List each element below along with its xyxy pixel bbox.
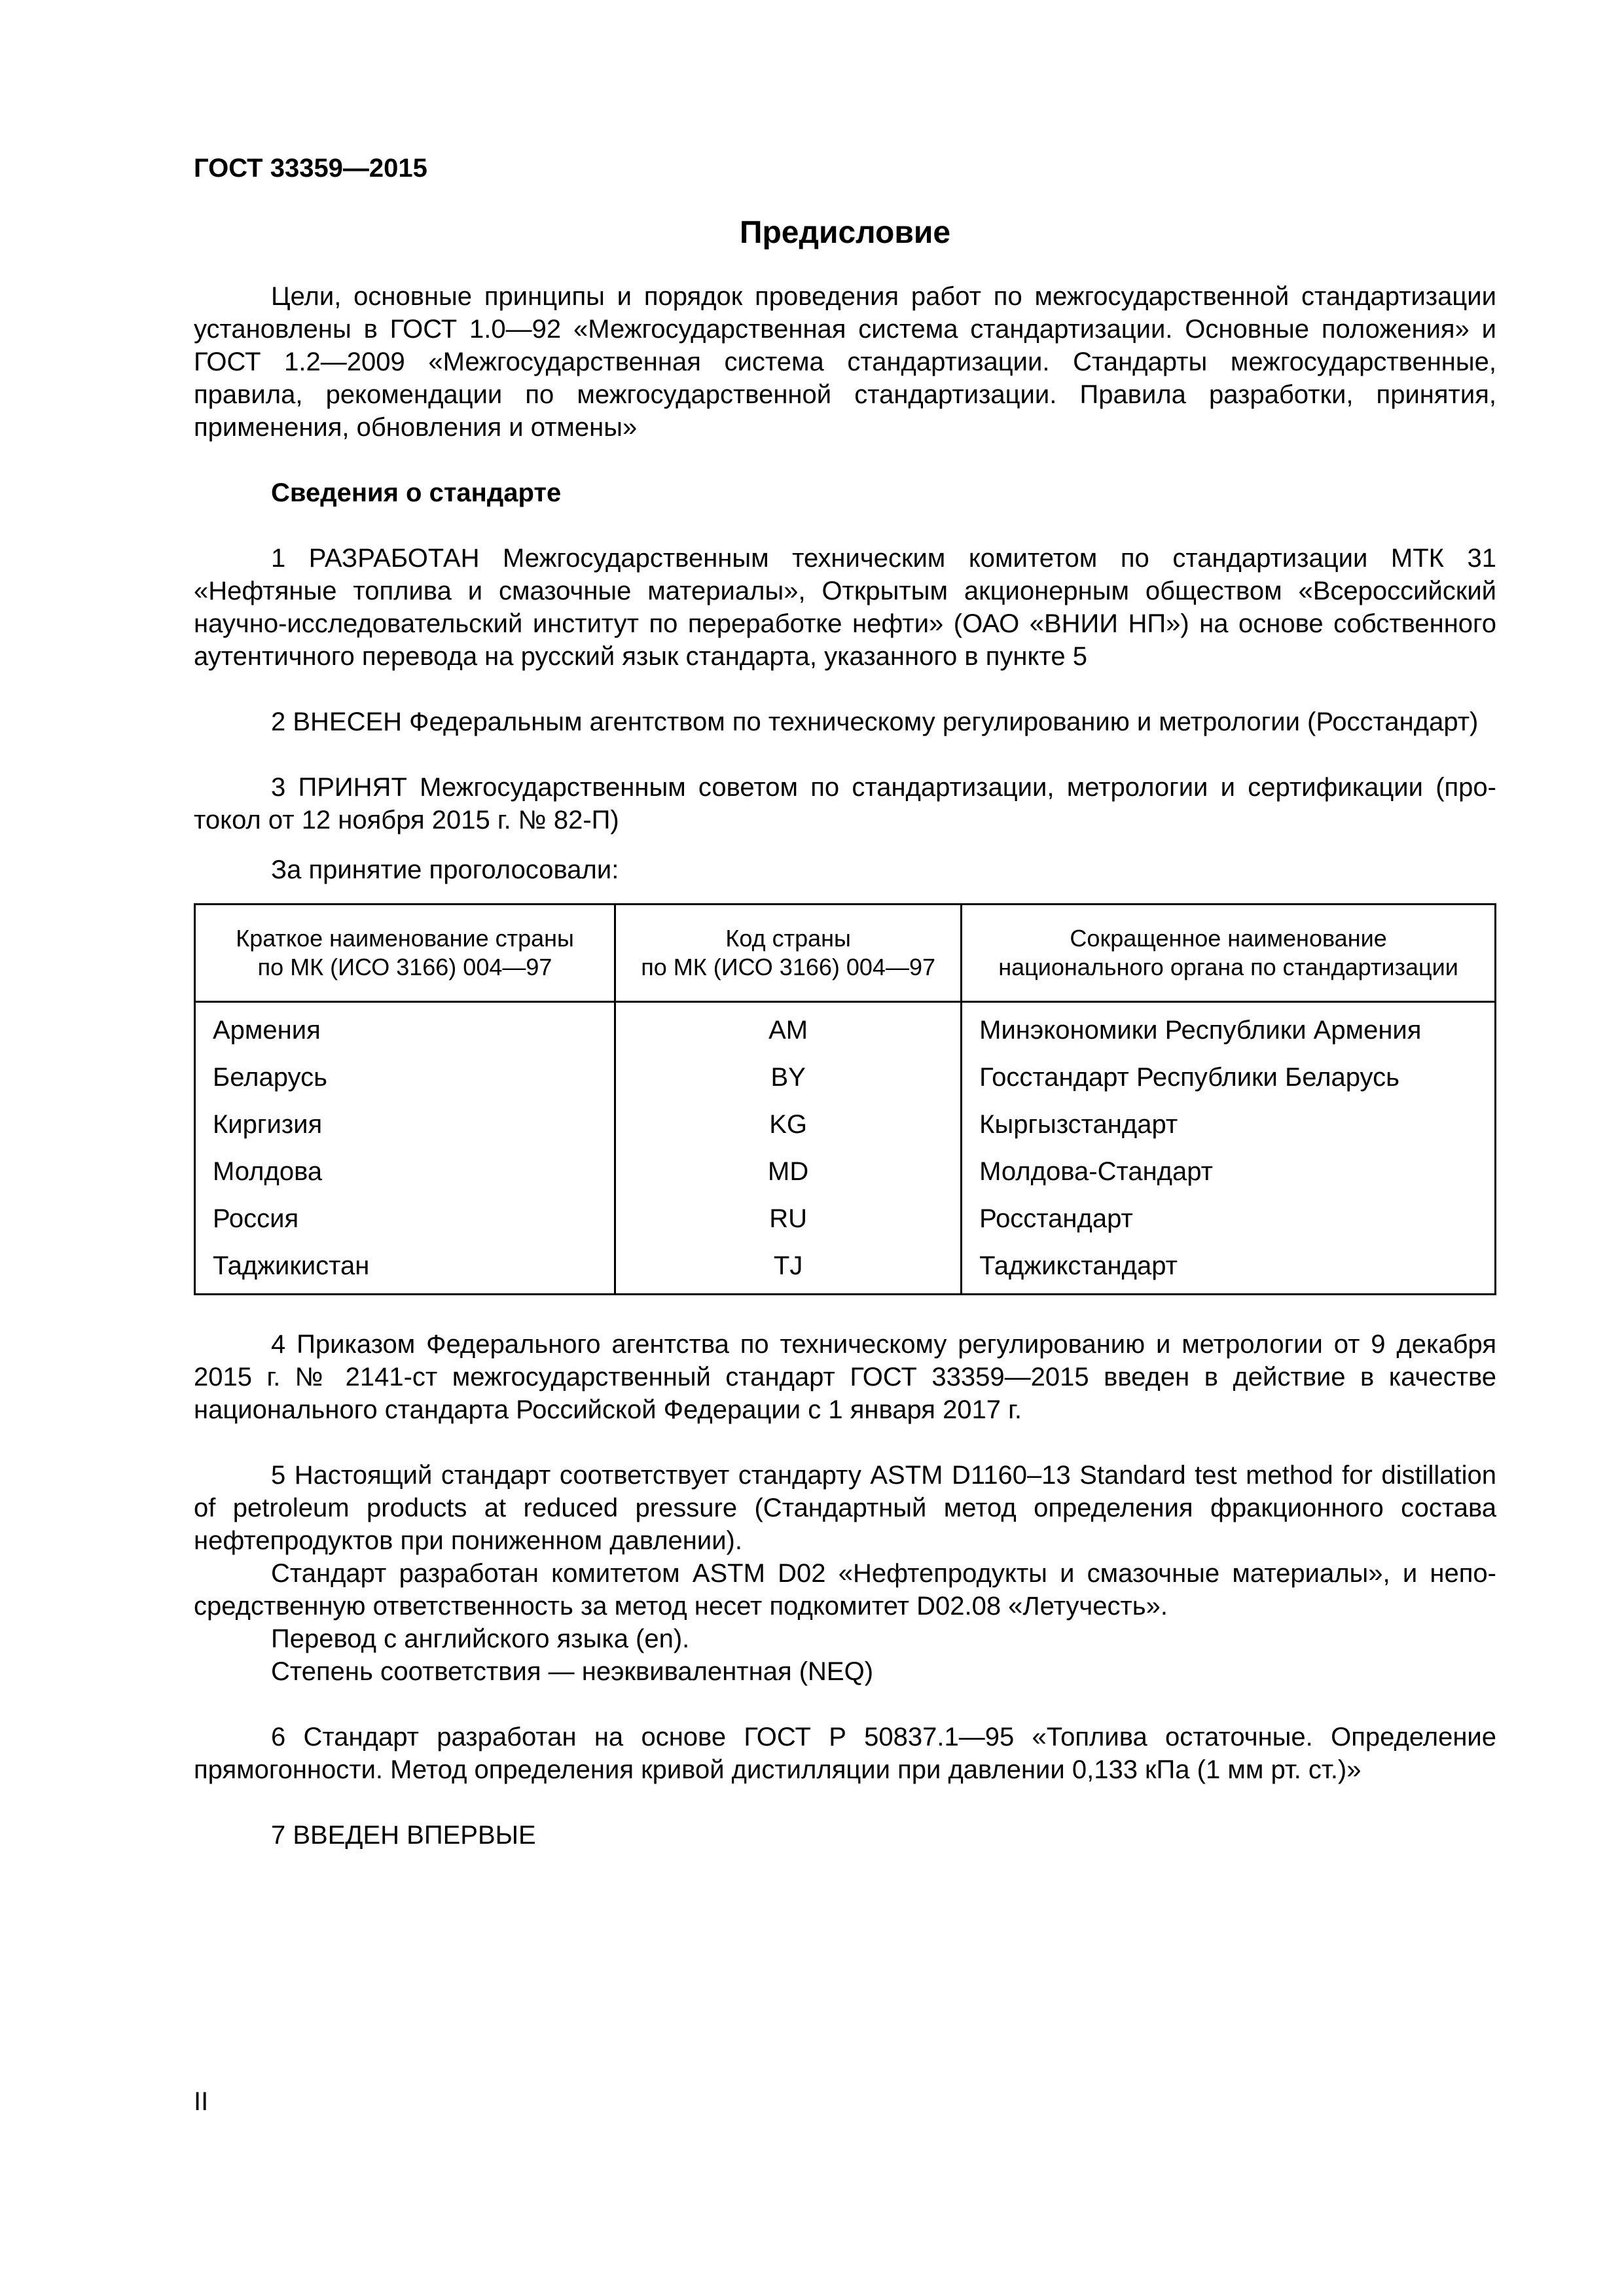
country-code-cell: TJ [615, 1242, 962, 1295]
item-5-paragraph: 5 Настоящий стандарт соответствует стандарту ASTM D1160–13 Standard test method for distillation of petroleum products at reduced pressure (Стандартный метод определения фракционного состава нефтепродуктов при пониженном давлении). [194, 1461, 1496, 1555]
table-row [195, 1002, 1496, 1054]
country-code-cell: RU [615, 1195, 962, 1242]
table-header-row [195, 905, 1496, 1002]
item-4-paragraph: 4 Приказом Федерального агентства по техническому регулированию и метрологии от 9 декабря 2015 г. № 2141-ст межгосударственный стандарт ГОСТ 33359—2015 введен в действие в качестве национального стандарта Российской Федерации с 1 января 2017 г. [194, 1330, 1496, 1424]
header-country-code [615, 905, 962, 1002]
document-body [194, 280, 1496, 1852]
country-name-cell: Беларусь [195, 1054, 615, 1101]
votes-table [194, 903, 1496, 1295]
table-row [195, 1242, 1496, 1295]
item-1-paragraph: 1 РАЗРАБОТАН Межгосударственным техническим комитетом по стандартизации МТК 31 «Нефтяные топлива и смазочные материалы», Открытым акционерным обществом «Всероссийский научно-исследовательский институт по переработке нефти» (ОАО «ВНИИ НП») на основе собственного аутентичного перевода на русский язык стандарта, указанного в пункте 5 [194, 544, 1496, 671]
national-body-cell: Росстандарт [962, 1195, 1496, 1242]
national-body-cell: Кыргызстандарт [962, 1101, 1496, 1148]
table-row [195, 1101, 1496, 1148]
national-body-cell: Госстандарт Республики Беларусь [962, 1054, 1496, 1101]
header-country-code-line1: Код страны [725, 925, 851, 952]
header-national-body-line1: Сокращенное наименование [1070, 925, 1387, 952]
header-country-code-line2: по МК (ИСО 3166) 004—97 [641, 954, 935, 980]
table-row [195, 1054, 1496, 1101]
header-national-body-line2: национального органа по стандартизации [998, 954, 1458, 980]
header-country-name-line1: Краткое наименование страны [236, 925, 574, 952]
header-country-name [195, 905, 615, 1002]
item-5-translation-line: Перевод с английского языка (en). [271, 1624, 690, 1653]
country-name-cell: Армения [195, 1002, 615, 1054]
header-country-name-line2: по МК (ИСО 3166) 004—97 [257, 954, 552, 980]
country-code-cell: AM [615, 1002, 962, 1054]
country-name-cell: Таджикистан [195, 1242, 615, 1295]
country-name-cell: Россия [195, 1195, 615, 1242]
item-3-paragraph: 3 ПРИНЯТ Межгосударственным советом по стандартизации, метрологии и сертификации (протокол от 12 ноября 2015 г. № 82-П) [194, 773, 1496, 834]
page-number: II [194, 2087, 209, 2116]
country-code-cell: MD [615, 1148, 962, 1195]
item-6-paragraph: 6 Стандарт разработан на основе ГОСТ Р 50837.1—95 «Топлива остаточные. Определение прямогонности. Метод определения кривой дистилляции при давлении 0,133 кПа (1 мм рт. ст.)» [194, 1723, 1496, 1784]
intro-paragraph: Цели, основные принципы и порядок проведения работ по межгосударственной стандартизации установлены в ГОСТ 1.0—92 «Межгосударственная система стандартизации. Основные положения» и ГОСТ 1.2—2009 «Межгосударственная система стандартизации. Стандарты межгосударственные, правила, рекомендации по межгосударственной стандартизации. Правила разработки, принятия, применения, обновления и отмены» [194, 282, 1496, 442]
country-code-cell: BY [615, 1054, 962, 1101]
table-row [195, 1148, 1496, 1195]
page-title: Предисловие [739, 215, 951, 250]
national-body-cell: Молдова-Стандарт [962, 1148, 1496, 1195]
country-code-cell: KG [615, 1101, 962, 1148]
item-2-paragraph: 2 ВНЕСЕН Федеральным агентством по техническому регулированию и метрологии (Росстандарт) [271, 708, 1479, 736]
country-name-cell: Киргизия [195, 1101, 615, 1148]
document-code-header: ГОСТ 33359—2015 [194, 154, 427, 183]
country-name-cell: Молдова [195, 1148, 615, 1195]
national-body-cell: Таджикстандарт [962, 1242, 1496, 1295]
national-body-cell: Минэкономики Республики Армения [962, 1002, 1496, 1054]
item-5-conformity-line: Степень соответствия — неэквивалентная (NEQ) [271, 1657, 874, 1686]
section-subheading: Сведения о стандарте [271, 478, 562, 507]
item-7-paragraph: 7 ВВЕДЕН ВПЕРВЫЕ [271, 1821, 536, 1850]
item-5-committee-paragraph: Стандарт разработан комитетом ASTM D02 «Нефтепродукты и смазочные материалы», и непосредственную ответственность за метод несет подкомитет D02.08 «Летучесть». [194, 1559, 1496, 1621]
table-row [195, 1195, 1496, 1242]
header-national-body [962, 905, 1496, 1002]
votes-intro: За принятие проголосовали: [271, 855, 619, 884]
